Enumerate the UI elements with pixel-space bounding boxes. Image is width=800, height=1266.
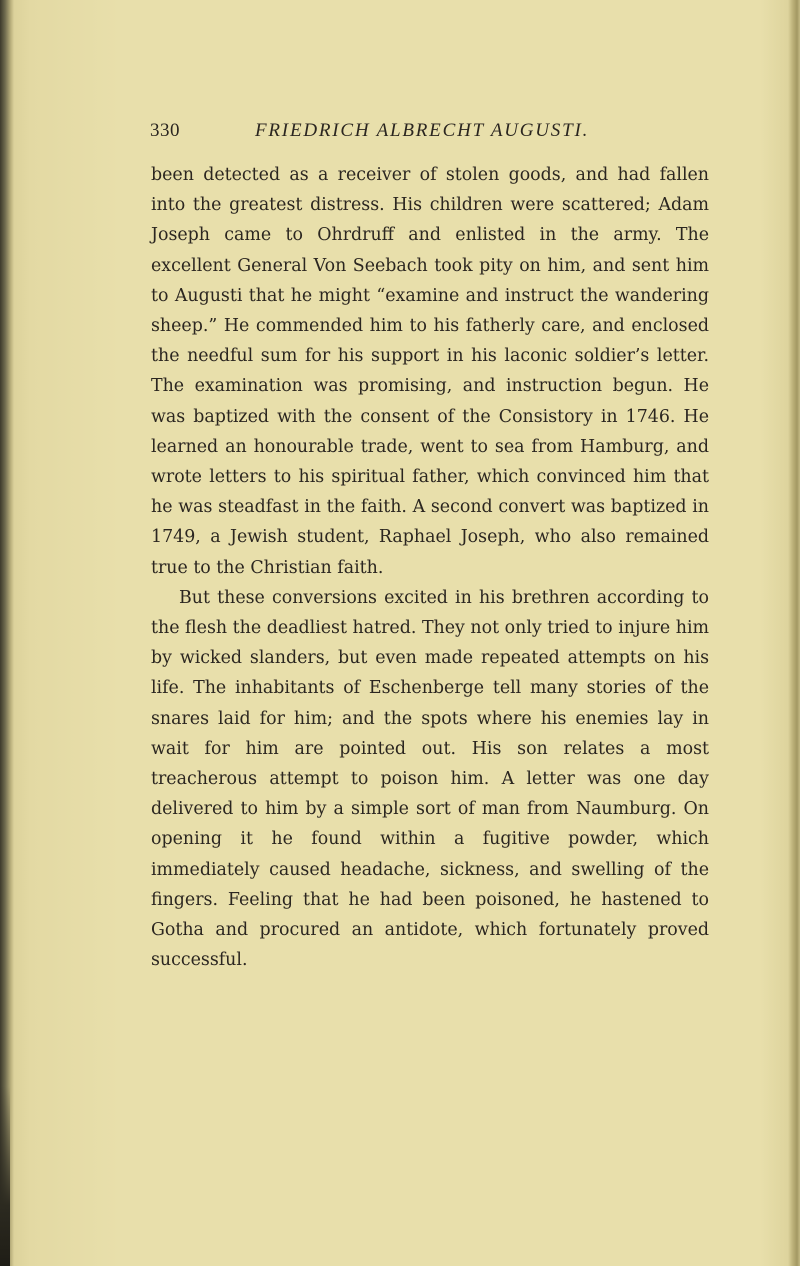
binding-shadow [0,1086,10,1266]
page-header [150,120,710,150]
binding-gutter [0,0,14,1266]
running-title: FRIEDRICH ALBRECHT AUGUSTI. [255,120,590,141]
body-text [151,160,709,975]
paragraph: been detected as a receiver of stolen goods, and had fallen into the greatest distress. His children were scattered; Adam Joseph came to Ohrdruff and enlisted in the army. The excellent General Von Seebach took pity on him, and sent him to Augusti that he might “examine and instruct the wandering sheep.” He commended him to his fatherly care, and enclosed the needful sum for his support in his laconic soldier’s letter. The examination was promising, and instruction begun. He was baptized with the consent of the Consistory in 1746. He learned an honourable trade, went to sea from Hamburg, and wrote letters to his spiritual father, which convinced him that he was steadfast in the faith. A second convert was baptized in 1749, a Jewish student, Raphael Joseph, who also remained true to the Christian faith. [151,165,709,578]
paragraph: But these conversions excited in his brethren according to the flesh the deadliest hatred. They not only tried to injure him by wicked slanders, but even made repeated attempts on his life. The inhabitants of Eschenberge tell many stories of the snares laid for him; and the spots where his enemies lay in wait for him are pointed out. His son relates a most treacherous attempt to poison him. A letter was one day delivered to him by a simple sort of man from Naumburg. On opening it he found within a fugitive powder, which immediately caused headache, sickness, and swelling of the fingers. Feeling that he had been poisoned, he hastened to Gotha and procured an antidote, which fortunately proved successful. [151,587,709,971]
page-edge [788,0,800,1266]
page-number: 330 [150,120,180,141]
